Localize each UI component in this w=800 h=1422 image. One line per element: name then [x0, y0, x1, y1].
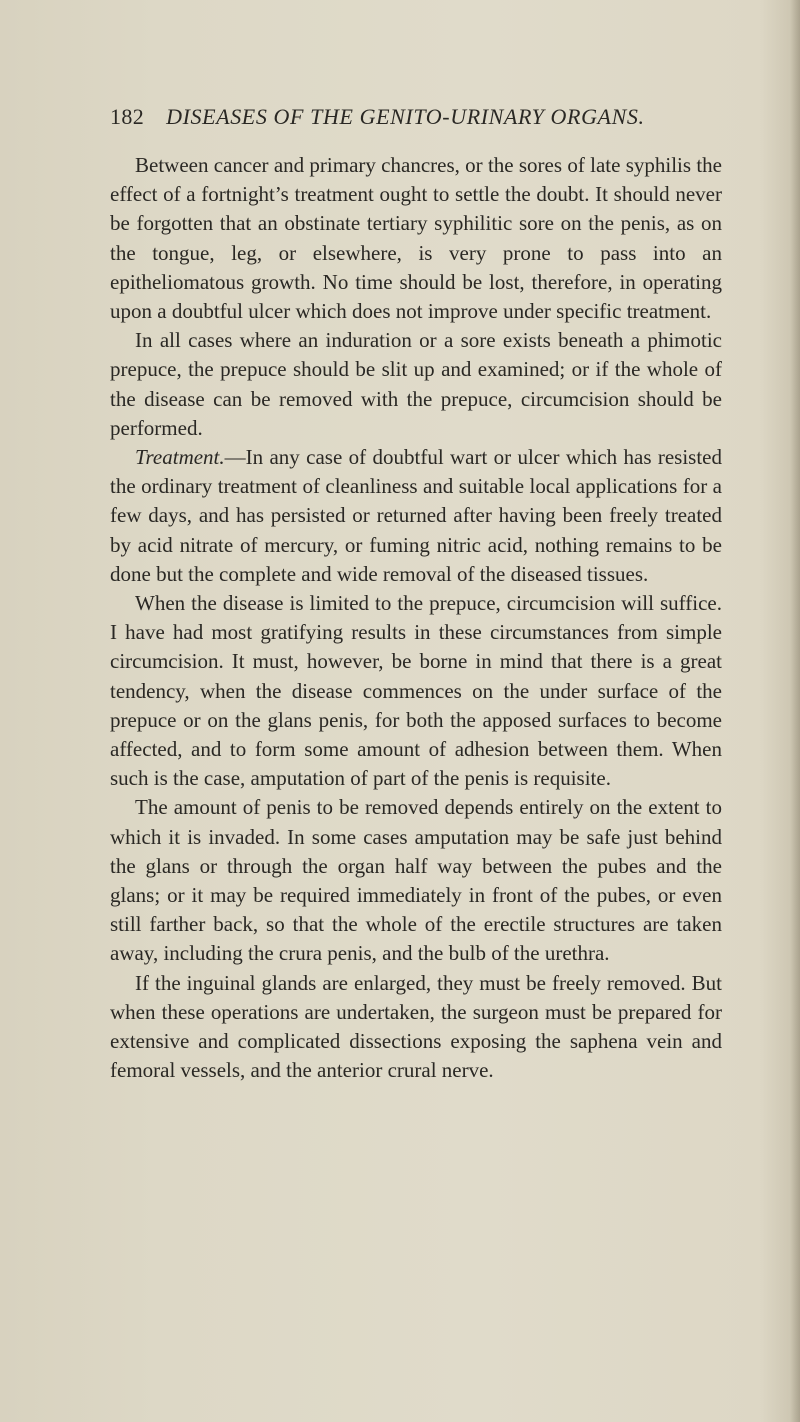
paragraph-text: If the inguinal glands are enlarged, they must be freely removed. But when these operations are undertaken, the surgeon must be prepared for extensive and complicated dissections exposing the saphena vein and femoral vessels, and the anterior crural nerve.	[110, 970, 722, 1083]
paragraph-3	[110, 443, 722, 589]
paragraph-text: —In any case of doubtful wart or ulcer which has resisted the ordinary treatment of cleanliness and suitable local applications for a few days, and has persisted or returned after having been freely treated by acid nitrate of mercury, or fuming nitric acid, nothing remains to be done but the complete and wide removal of the diseased tissues.	[110, 445, 722, 586]
paragraph-5	[110, 793, 722, 968]
paragraph-text: In all cases where an induration or a sore exists beneath a phimotic prepuce, the prepuce should be slit up and examined; or if the whole of the disease can be removed with the prepuce, circumcision should be performed.	[110, 328, 722, 440]
paragraph-1	[110, 151, 722, 326]
paragraph-4	[110, 589, 722, 793]
section-lead-treatment: Treatment.	[135, 445, 225, 470]
running-title: DISEASES OF THE GENITO-URINARY ORGANS.	[166, 104, 645, 129]
paragraph-text: When the disease is limited to the prepuce, circumcision will suffice. I have had most gratifying results in these circumstances from simple circumcision. It must, however, be borne in mind that there is a great tendency, when the disease commences on the under surface of the prepuce or on the glans penis, for both the apposed surfaces to become affected, and to form some amount of adhesion between them. When such is the case, amputation of part of the penis is requisite.	[110, 591, 722, 791]
paragraph-2	[110, 326, 722, 443]
paragraph-text: Between cancer and primary chancres, or the sores of late syphilis the effect of a fortnight’s treatment ought to settle the doubt. It should never be forgotten that an obstinate tertiary syphilitic sore on the penis, as on the tongue, leg, or elsewhere, is very prone to pass into an epitheliomatous growth. No time should be lost, therefore, in operating upon a doubtful ulcer which does not improve under specific treatment.	[110, 153, 722, 324]
page-edge-shadow	[790, 0, 800, 1422]
page-number: 182	[110, 104, 145, 129]
paragraph-text: The amount of penis to be removed depends entirely on the extent to which it is invaded. In some cases amputation may be safe just behind the glans or through the organ half way between the pubes and the glans; or it may be required immediately in front of the pubes, or even still farther back, so that the whole of the erectile structures are taken away, including the crura penis, and the bulb of the urethra.	[110, 795, 722, 966]
running-head	[110, 103, 730, 131]
body-text	[110, 151, 722, 1086]
paragraph-6	[110, 969, 722, 1086]
